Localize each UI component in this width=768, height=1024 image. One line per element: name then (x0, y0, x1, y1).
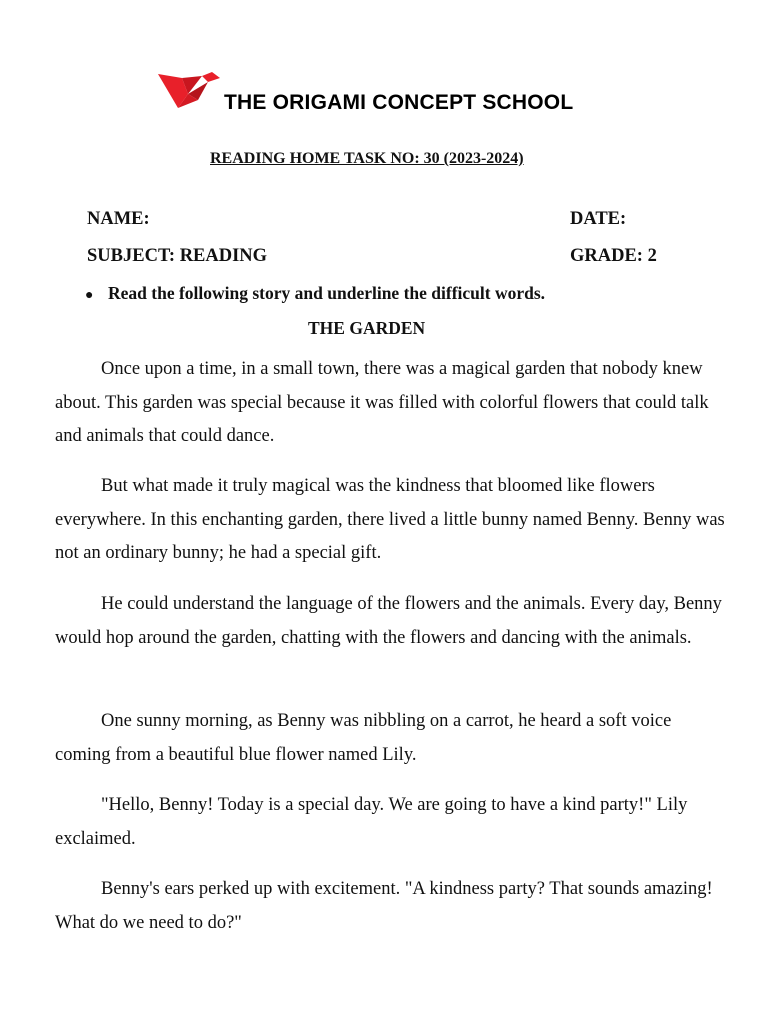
task-title: READING HOME TASK NO: 30 (2023-2024) (210, 150, 524, 167)
story-paragraph: One sunny morning, as Benny was nibbling on a carrot, he heard a soft voice coming from a beautiful blue flower named Lily. (55, 711, 672, 765)
story-paragraph: "Hello, Benny! Today is a special day. We are going to have a kind party!" Lily exclaimed. (55, 795, 688, 849)
story-title: THE GARDEN (308, 318, 426, 338)
origami-bird-logo-icon (158, 72, 220, 112)
bullet-icon: ● (85, 288, 94, 303)
name-field-label: NAME: (87, 209, 150, 229)
story-paragraph: Benny's ears perked up with excitement. "A kindness party? That sounds amazing! What do we need to do?" (55, 879, 713, 933)
school-name: THE ORIGAMI CONCEPT SCHOOL (224, 91, 574, 114)
grade-field-label: GRADE: 2 (570, 246, 657, 266)
date-field-label: DATE: (570, 209, 627, 229)
story-paragraph: Once upon a time, in a small town, there was a magical garden that nobody knew about. This garden was special because it was filled with colorful flowers that could talk and animals that could dance. (55, 359, 709, 446)
story-paragraph: But what made it truly magical was the kindness that bloomed like flowers everywhere. In this enchanting garden, there lived a little bunny named Benny. Benny was not an ordinary bunny; he had a special gift. (55, 476, 725, 563)
instruction-text: Read the following story and underline the difficult words. (108, 283, 546, 303)
story-paragraph: He could understand the language of the flowers and the animals. Every day, Benny would hop around the garden, chatting with the flowers and dancing with the animals. (55, 594, 722, 648)
instruction-item (85, 283, 545, 304)
subject-field-label: SUBJECT: READING (87, 246, 268, 266)
